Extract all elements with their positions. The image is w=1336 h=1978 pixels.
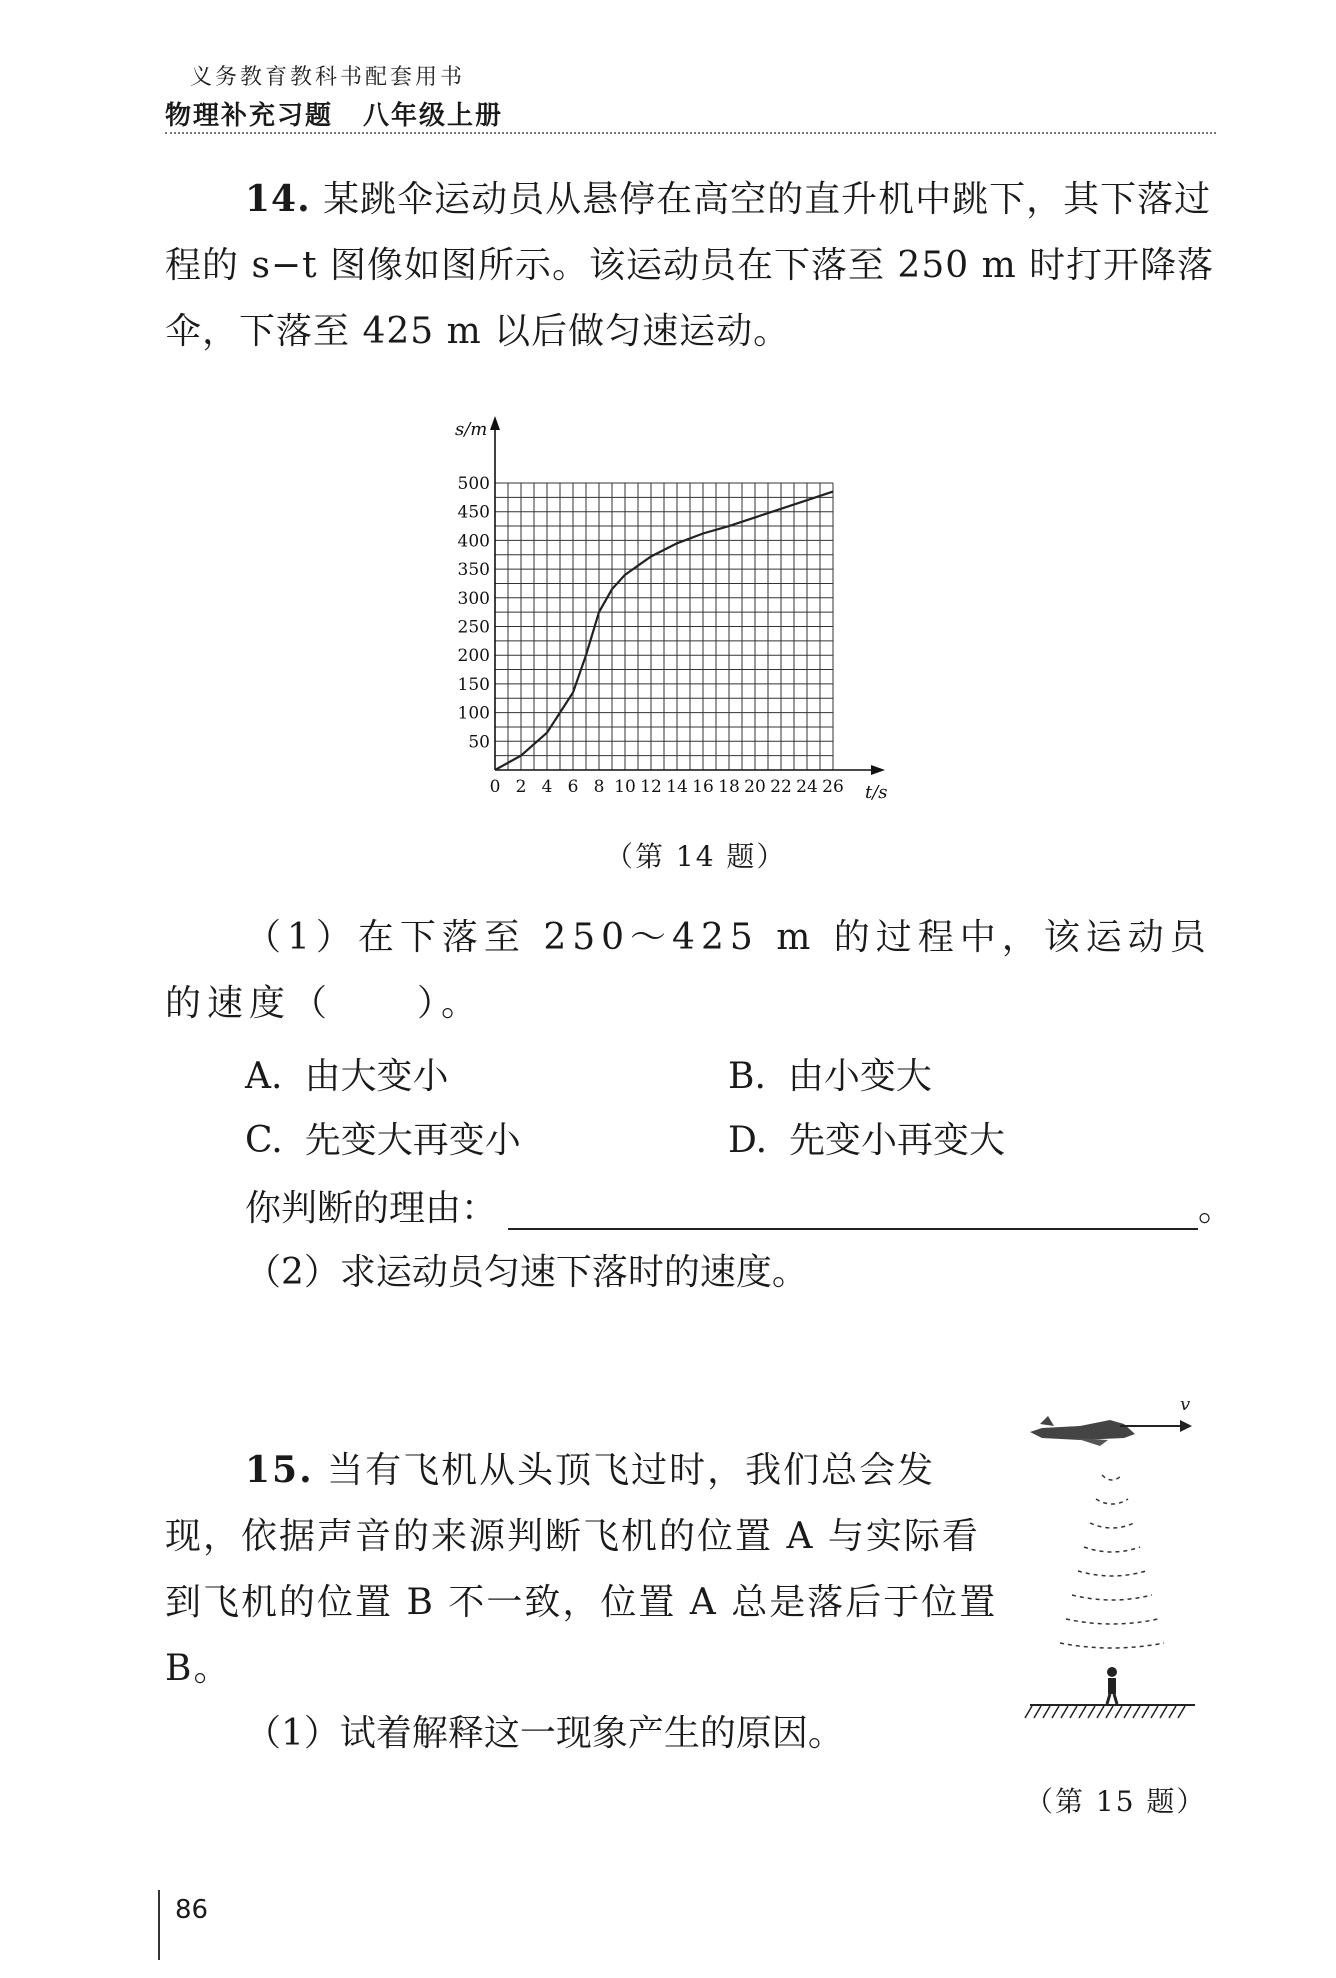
y-tick-label: 250 — [457, 617, 490, 638]
ground-hatch — [1025, 1706, 1032, 1718]
x-tick-label: 14 — [666, 777, 688, 797]
x-tick-label: 20 — [744, 777, 766, 797]
question-14-text: 某跳伞运动员从悬停在高空的直升机中跳下，其下落过程的 s−t 图像如图所示。该运动员在下落至 250 m 时打开降落伞，下落至 425 m 以后做匀速运动。 — [165, 179, 1215, 352]
reason-answer-line[interactable] — [508, 1228, 1198, 1230]
sound-wave-arc — [1066, 1619, 1158, 1624]
ground-hatch — [1097, 1706, 1104, 1718]
sound-wave-icon — [1060, 1475, 1164, 1648]
y-tick-label: 300 — [457, 588, 490, 609]
option-a-letter: A. — [245, 1056, 283, 1097]
x-tick-label: 10 — [614, 777, 636, 797]
ground-hatch — [1169, 1706, 1176, 1718]
y-tick-label: 150 — [457, 674, 490, 695]
ground-hatch — [1160, 1706, 1167, 1718]
y-axis-arrow — [490, 416, 500, 430]
option-b-letter: B. — [728, 1056, 766, 1097]
ground-hatch — [1106, 1706, 1113, 1718]
ground-hatch — [1142, 1706, 1149, 1718]
ground-hatch — [1178, 1706, 1185, 1718]
y-tick-label: 50 — [468, 732, 490, 753]
chart-axes — [455, 416, 888, 803]
question-14-caption: （第 14 题） — [605, 840, 787, 873]
page-number: 86 — [175, 1895, 209, 1925]
option-d[interactable] — [728, 1112, 1005, 1163]
s-t-chart — [420, 400, 940, 810]
ground-hatch — [1043, 1706, 1050, 1718]
header-subtitle: 义务教育教科书配套用书 — [190, 65, 466, 90]
x-tick-label: 16 — [692, 777, 714, 797]
option-a[interactable] — [245, 1048, 448, 1099]
question-15-number: 15. — [245, 1449, 314, 1491]
y-tick-label: 400 — [457, 531, 490, 552]
x-tick-label: 8 — [593, 777, 605, 797]
ground-hatch — [1124, 1706, 1131, 1718]
ground-hatch — [1034, 1706, 1041, 1718]
option-a-text: 由大变小 — [304, 1056, 449, 1097]
header-rule — [165, 132, 1216, 134]
question-14-number: 14. — [245, 178, 311, 220]
question-14-part-2: （2）求运动员匀速下落时的速度。 — [245, 1252, 808, 1293]
reason-label: 你判断的理由： — [245, 1188, 498, 1229]
x-tick-label: 6 — [567, 777, 579, 797]
page-number-bar — [158, 1890, 160, 1960]
book-volume: 八年级上册 — [363, 101, 504, 131]
sound-wave-arc — [1090, 1523, 1134, 1528]
ground-hatch — [1070, 1706, 1077, 1718]
y-tick-label: 350 — [457, 560, 490, 581]
book-title: 物理补充习题 — [165, 101, 334, 131]
sound-wave-arc — [1078, 1571, 1146, 1576]
question-15-stem — [165, 1437, 1005, 1702]
ground-hatch — [1115, 1706, 1122, 1718]
reason-end-mark: 。 — [1198, 1188, 1235, 1229]
option-d-text: 先变小再变大 — [789, 1120, 1006, 1161]
ground-icon — [1025, 1705, 1195, 1718]
x-tick-label: 26 — [822, 777, 844, 797]
ground-hatch — [1133, 1706, 1140, 1718]
sound-wave-arc — [1060, 1643, 1164, 1648]
x-tick-label: 18 — [718, 777, 740, 797]
question-14-part-1: （1）在下落至 250～425 m 的过程中，该运动员的速度（ ）。 — [165, 917, 1212, 1024]
sound-wave-arc — [1102, 1475, 1122, 1480]
y-axis-label: s/m — [455, 419, 488, 440]
option-c[interactable] — [245, 1112, 521, 1163]
person-icon — [1107, 1667, 1117, 1704]
airplane-figure — [1020, 1380, 1210, 1730]
x-tick-label: 4 — [541, 777, 553, 797]
ground-hatch — [1088, 1706, 1095, 1718]
option-d-letter: D. — [728, 1120, 768, 1161]
x-axis-arrow — [871, 765, 885, 775]
option-c-text: 先变大再变小 — [304, 1120, 521, 1161]
header-title — [165, 95, 533, 132]
y-tick-label: 500 — [457, 474, 490, 494]
ground-hatch — [1151, 1706, 1158, 1718]
question-14-stem — [165, 166, 1225, 365]
sound-wave-arc — [1084, 1547, 1140, 1552]
question-15-caption: （第 15 题） — [1025, 1785, 1207, 1818]
x-tick-label: 24 — [796, 777, 818, 797]
ground-hatch — [1079, 1706, 1086, 1718]
ground-hatch — [1052, 1706, 1059, 1718]
x-tick-label: 0 — [489, 777, 501, 797]
chart-grid — [495, 483, 833, 770]
question-15-part-1: （1）试着解释这一现象产生的原因。 — [245, 1713, 844, 1754]
x-tick-label: 22 — [770, 777, 792, 797]
x-axis-label: t/s — [865, 782, 888, 803]
question-15-text: 当有飞机从头顶飞过时，我们总会发现，依据声音的来源判断飞机的位置 A 与实际看到飞机的位置 B 不一致，位置 A 总是落后于位置 B。 — [165, 1450, 998, 1689]
option-c-letter: C. — [245, 1120, 283, 1161]
y-tick-label: 450 — [457, 502, 490, 523]
sound-wave-arc — [1072, 1595, 1152, 1600]
velocity-label: v — [1180, 1394, 1191, 1415]
x-tick-label: 12 — [640, 777, 662, 797]
option-b-text: 由小变大 — [787, 1056, 932, 1097]
airplane-icon — [1030, 1416, 1135, 1446]
x-tick-label: 2 — [515, 777, 527, 797]
y-tick-label: 100 — [457, 703, 490, 724]
sound-wave-arc — [1096, 1499, 1128, 1504]
ground-hatch — [1061, 1706, 1068, 1718]
option-b[interactable] — [728, 1048, 932, 1099]
y-tick-label: 200 — [457, 646, 490, 667]
